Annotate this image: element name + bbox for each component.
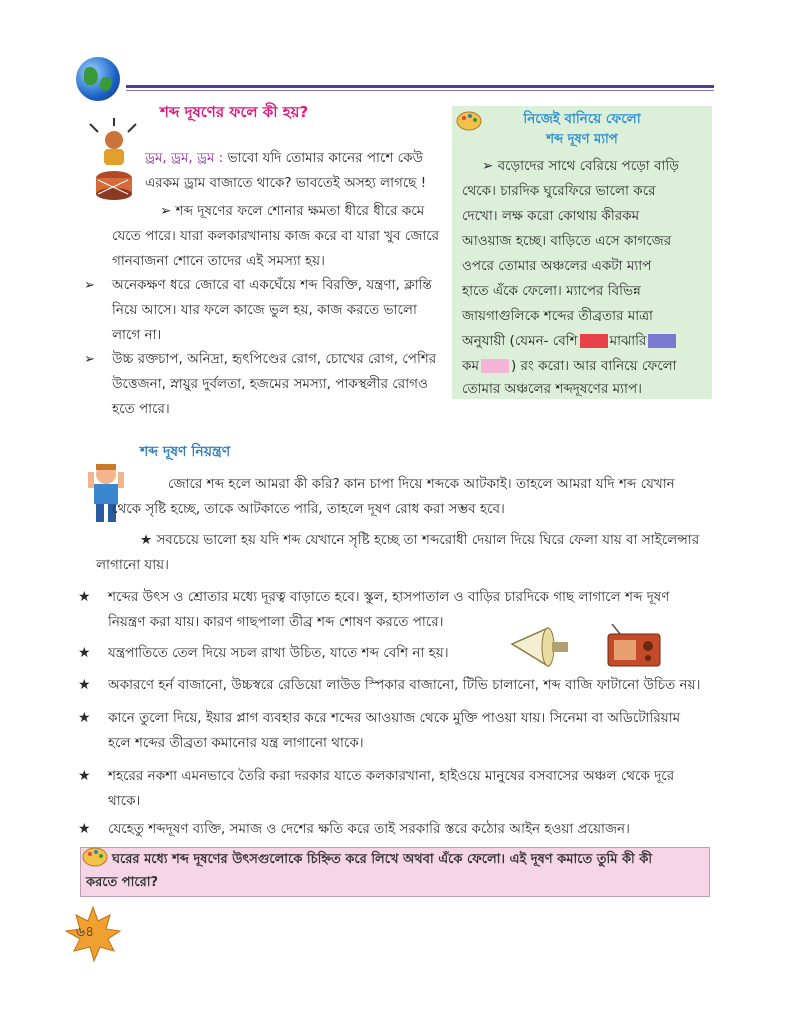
s2-line1: যন্ত্রপাতিতে তেল দিয়ে সচল রাখা উচিত, যাতে শব্দ বেশি না হয়।: [108, 645, 449, 661]
heading-effects: শব্দ দূষণের ফলে কী হয়?: [160, 103, 309, 121]
effects-p1-line2: যেতে পারে। যারা কলকারখানায় কাজ করে বা যারা খুব জোরে: [112, 228, 440, 244]
s3-line1: অকারণে হর্ন বাজানো, উচ্চস্বরে রেডিয়ো লাউড স্পিকার বাজানো, টিভি চালানো, শব্দ বাজি ফাটানো উচিত নয়।: [108, 677, 701, 693]
activity-line-7: জায়গাগুলিকে শব্দের তীব্রতার মাত্রা: [462, 308, 653, 324]
activity-line-8a: অনুযায়ী (যেমন- বেশি: [462, 333, 578, 349]
s5-line1: শহরের নকশা এমনভাবে তৈরি করা দরকার যাতে কলকারখানা, হাইওয়ে মানুষের বসবাসের অঞ্চল থেকে দূরে: [108, 768, 675, 784]
s4-line1: কানে তুলো দিয়ে, ইয়ার প্লাগ ব্যবহার করে শব্দের আওয়াজ থেকে মুক্তি পাওয়া যায়। সিনেমা বা অডিটোরিয়াম: [108, 710, 681, 726]
drum-line2: এরকম ড্রাম বাজাতে থাকে? ভাবতেই অসহ্য লাগছে !: [145, 175, 427, 191]
effects-p1-line3: গানবাজনা শোনে তাদের এই সমস্যা হয়।: [112, 253, 325, 269]
activity-line-6: হাতে এঁকে ফেলো। ম্যাপের বিভিন্ন: [462, 283, 641, 299]
arrow-bullet-icon: ➢: [84, 352, 95, 367]
drum-paragraph: [145, 146, 455, 171]
swatch-medium: [648, 334, 676, 348]
drum-lead: ড্রম, ড্রম, ড্রম :: [145, 150, 224, 166]
control-intro-line2: থেকে সৃষ্টি হচ্ছে, তাকে আটকাতে পারি, তাহলে দূষণ রোধ করা সম্ভব হবে।: [112, 501, 505, 517]
activity-line-1: ➢ বড়োদের সাথে বেরিয়ে পড়ো বাড়ি: [482, 158, 679, 174]
control-s0-line2: লাগানো যায়।: [96, 557, 169, 573]
activity-title-1: নিজেই বানিয়ে ফেলো: [523, 111, 641, 127]
page-number: ৬৪: [76, 924, 95, 940]
heading-control: শব্দ দূষণ নিয়ন্ত্রণ: [140, 444, 231, 460]
control-intro-line1: জোরে শব্দ হলে আমরা কী করি? কান চাপা দিয়ে শব্দকে আটকাই। তাহলে আমরা যদি শব্দ যেখান: [168, 476, 675, 492]
swatch-low: [481, 359, 509, 373]
activity-line-10: তোমার অঞ্চলের শব্দদূষণের ম্যাপ।: [462, 381, 642, 397]
s5-line2: থাকে।: [108, 793, 141, 809]
activity-line-4: আওয়াজ হচ্ছে। বাড়িতে এসে কাগজের: [462, 233, 672, 249]
s4-line2: হলে শব্দের তীব্রতা কমানোর যন্ত্র লাগানো থাকে।: [108, 735, 364, 751]
control-item-3: [78, 673, 718, 698]
drummer-illustration: [84, 118, 144, 200]
activity-title-2: শব্দ দূষণ ম্যাপ: [546, 132, 618, 147]
task-line2: করতে পারো?: [86, 875, 159, 890]
star-bullet-icon: ★: [78, 710, 91, 726]
star-bullet-icon: ★: [78, 768, 91, 784]
b2-line2: উত্তেজনা, স্নায়ুর দুর্বলতা, হজমের সমস্যা, পাকস্থলীর রোগও: [112, 376, 428, 392]
drum-line1: ভাবো যদি তোমার কানের পাশে কেউ: [223, 150, 424, 166]
s1-line2: নিয়ন্ত্রণ করা যায়। কারণ গাছপালা তীব্র শব্দ শোষণ করতে পারে।: [108, 614, 444, 630]
s1-line1: শব্দের উৎস ও শ্রোতার মধ্যে দূরত্ব বাড়াতে হবে। স্কুল, হাসপাতাল ও বাড়ির চারদিকে গাছ লাগালে শব্দ দূষণ: [108, 589, 670, 605]
b2-line3: হতে পারে।: [112, 401, 170, 417]
star-bullet-icon: ★: [78, 645, 91, 661]
control-item-4: [78, 706, 718, 756]
s6-line1: যেহেতু শব্দদূষণ ব্যক্তি, সমাজ ও দেশের ক্ষতি করে তাই সরকারি স্তরে কঠোর আইন হওয়া প্রয়োজন।: [108, 821, 630, 837]
effects-p1-line1: ➢ শব্দ দূষণের ফলে শোনার ক্ষমতা ধীরে ধীরে কমে: [160, 203, 425, 219]
header-rule: [126, 85, 714, 88]
activity-line-8: [462, 329, 678, 354]
b1-line3: লাগে না।: [112, 327, 162, 343]
activity-line-8b: মাঝারি: [609, 333, 647, 349]
loudspeaker-illustration: [508, 622, 572, 672]
star-bullet-icon: ★: [78, 821, 91, 837]
activity-line-9: [462, 354, 677, 379]
star-bullet-icon: ★: [78, 589, 91, 605]
activity-line-5: ওপরে তোমার অঞ্চলের একটা ম্যাপ: [462, 258, 652, 274]
radio-illustration: [606, 624, 662, 668]
b1-line2: নিয়ে আসে। যার ফলে কাজে ভুল হয়, কাজ করতে ভালো: [112, 302, 417, 318]
task-line1: ঘরের মধ্যে শব্দ দূষণের উৎসগুলোকে চিহ্নিত করে লিখে অথবা এঁকে ফেলো। এই দূষণ কমাতে তুমি কী কী: [112, 852, 653, 867]
arrow-bullet-icon: ➢: [84, 278, 95, 293]
palette-icon: [82, 846, 108, 868]
activity-line-3: দেখো। লক্ষ করো কোথায় কীরকম: [462, 208, 640, 224]
activity-line-2: থেকে। চারদিক ঘুরেফিরে ভালো করে: [462, 183, 656, 199]
control-item-6: [78, 817, 718, 842]
activity-line-9b: ) রং করো। আর বানিয়ে ফেলো: [510, 358, 677, 374]
b2-line1: উচ্চ রক্তচাপ, অনিদ্রা, হৃৎপিণ্ডের রোগ, চোখের রোগ, পেশির: [112, 351, 437, 367]
effects-bullet-2: [84, 347, 484, 422]
star-bullet-icon: ★: [78, 677, 91, 693]
activity-line-9a: কম: [462, 358, 479, 374]
control-item-2: [78, 641, 498, 666]
header-rule-thin: [126, 90, 714, 91]
effects-bullet-1: [84, 273, 484, 348]
control-item-5: [78, 764, 718, 814]
globe-icon: [76, 57, 120, 101]
control-s0-line1: ★ সবচেয়ে ভালো হয় যদি শব্দ যেখানে সৃষ্টি হচ্ছে তা শব্দরোধী দেয়াল দিয়ে ঘিরে ফেলা যায় বা সাইলেন্সার: [140, 532, 700, 548]
swatch-high: [580, 334, 608, 348]
b1-line1: অনেকক্ষণ ধরে জোরে বা একঘেঁয়ে শব্দ বিরক্তি, যন্ত্রণা, ক্লান্তি: [112, 277, 432, 293]
